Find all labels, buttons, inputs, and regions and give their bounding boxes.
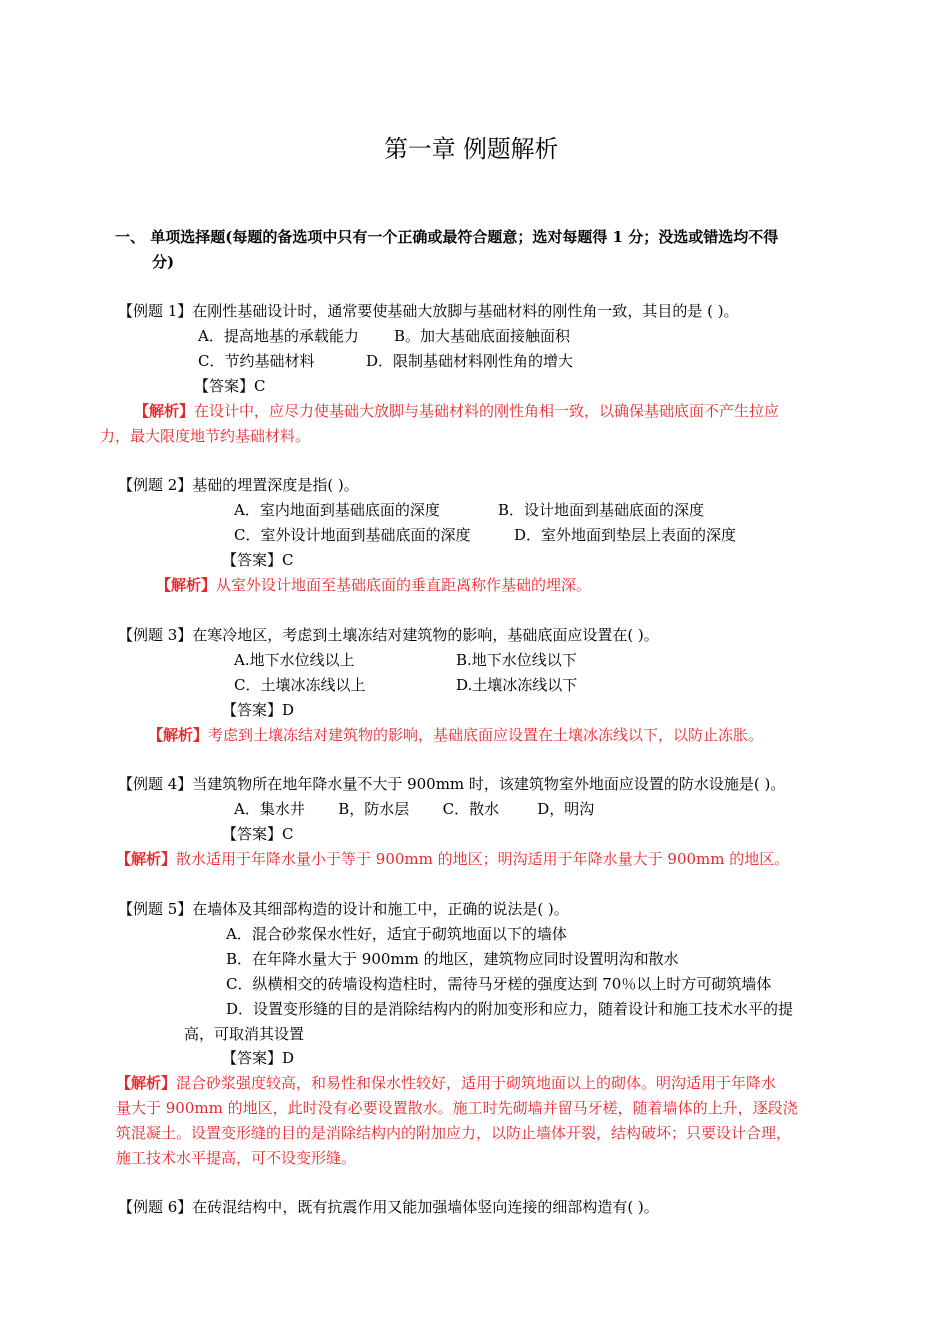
question-2-answer: 【答案】C — [222, 551, 294, 569]
analysis-label: 【解析】 — [116, 1074, 177, 1092]
section-heading: 一、 单项选择题(每题的备选项中只有一个正确或最符合题意；选对每题得 1 分；没选或错选均不得 — [115, 228, 779, 246]
question-1-analysis — [134, 400, 779, 422]
question-3-option-d: D.土壤冰冻线以下 — [456, 676, 578, 694]
question-1-stem: 【例题 1】在刚性基础设计时，通常要使基础大放脚与基础材料的刚性角一致，其目的是 ( )。 — [118, 302, 739, 320]
question-5-option-d-cont: 高，可取消其设置 — [184, 1025, 305, 1043]
question-3-option-b: B.地下水位线以下 — [456, 651, 577, 669]
question-5-option-d: D．设置变形缝的目的是消除结构内的附加变形和应力，随着设计和施工技术水平的提 — [226, 1000, 794, 1018]
question-5-analysis — [116, 1072, 776, 1094]
question-5-analysis-cont-1: 量大于 900mm 的地区，此时没有必要设置散水。施工时先砌墙并留马牙槎，随着墙体的上升，逐段浇 — [116, 1099, 798, 1117]
question-5-option-a: A．混合砂浆保水性好，适宜于砌筑地面以下的墙体 — [226, 925, 567, 943]
question-3-option-c: C．土壤冰冻线以上 — [234, 676, 366, 694]
question-1-option-a: A．提高地基的承载能力 — [198, 327, 359, 345]
question-2-option-d: D．室外地面到垫层上表面的深度 — [514, 526, 737, 544]
question-6-stem: 【例题 6】在砖混结构中，既有抗震作用又能加强墙体竖向连接的细部构造有( )。 — [118, 1198, 659, 1216]
question-5-analysis-cont-2: 筑混凝土。设置变形缝的目的是消除结构内的附加应力，以防止墙体开裂，结构破坏；只要设计合理， — [116, 1124, 792, 1142]
question-4-answer: 【答案】C — [222, 825, 294, 843]
question-2-stem: 【例题 2】基础的埋置深度是指( )。 — [118, 476, 359, 494]
analysis-text: 从室外设计地面至基础底面的垂直距离称作基础的埋深。 — [216, 576, 592, 594]
analysis-text: 散水适用于年降水量小于等于 900mm 的地区；明沟适用于年降水量大于 900mm 的地区。 — [176, 850, 790, 868]
question-5-analysis-cont-3: 施工技术水平提高，可不设变形缝。 — [116, 1149, 357, 1167]
question-2-option-c: C．室外设计地面到基础底面的深度 — [234, 526, 471, 544]
analysis-label: 【解析】 — [156, 576, 217, 594]
question-1-option-b: B。加大基础底面接触面积 — [394, 327, 571, 345]
analysis-text: 混合砂浆强度较高，和易性和保水性较好，适用于砌筑地面以上的砌体。明沟适用于年降水 — [176, 1074, 777, 1092]
question-3-answer: 【答案】D — [222, 701, 295, 719]
question-5-answer: 【答案】D — [222, 1049, 295, 1067]
question-1-option-d: D．限制基础材料刚性角的增大 — [366, 352, 574, 370]
question-5-option-c: C．纵横相交的砖墙设构造柱时，需待马牙槎的强度达到 70％以上时方可砌筑墙体 — [226, 975, 772, 993]
question-3-analysis — [148, 724, 763, 746]
section-heading-cont: 分) — [152, 253, 175, 271]
question-2-option-b: B．设计地面到基础底面的深度 — [498, 501, 705, 519]
question-3-stem: 【例题 3】在寒冷地区，考虑到土壤冻结对建筑物的影响，基础底面应设置在( )。 — [118, 626, 659, 644]
question-1-analysis-cont: 力，最大限度地节约基础材料。 — [100, 427, 311, 445]
analysis-text: 考虑到土壤冻结对建筑物的影响，基础底面应设置在土壤冰冻线以下，以防止冻胀。 — [208, 726, 764, 744]
question-2-analysis — [156, 574, 591, 596]
question-1-answer: 【答案】C — [194, 377, 266, 395]
question-2-option-a: A．室内地面到基础底面的深度 — [234, 501, 440, 519]
question-1-option-c: C．节约基础材料 — [198, 352, 315, 370]
page-title: 第一章 例题解析 — [384, 135, 559, 163]
question-4-stem: 【例题 4】当建筑物所在地年降水量不大于 900mm 时，该建筑物室外地面应设置的防水设施是( )。 — [118, 775, 786, 793]
question-5-option-b: B．在年降水量大于 900mm 的地区，建筑物应同时设置明沟和散水 — [226, 950, 679, 968]
analysis-label: 【解析】 — [148, 726, 209, 744]
question-4-analysis — [116, 848, 789, 870]
analysis-text: 在设计中，应尽力使基础大放脚与基础材料的刚性角相一致，以确保基础底面不产生拉应 — [194, 402, 780, 420]
analysis-label: 【解析】 — [116, 850, 177, 868]
question-3-option-a: A.地下水位线以上 — [234, 651, 355, 669]
analysis-label: 【解析】 — [134, 402, 195, 420]
question-4-options: A．集水井 B，防水层 C．散水 D，明沟 — [234, 800, 595, 818]
question-5-stem: 【例题 5】在墙体及其细部构造的设计和施工中，正确的说法是( )。 — [118, 900, 569, 918]
